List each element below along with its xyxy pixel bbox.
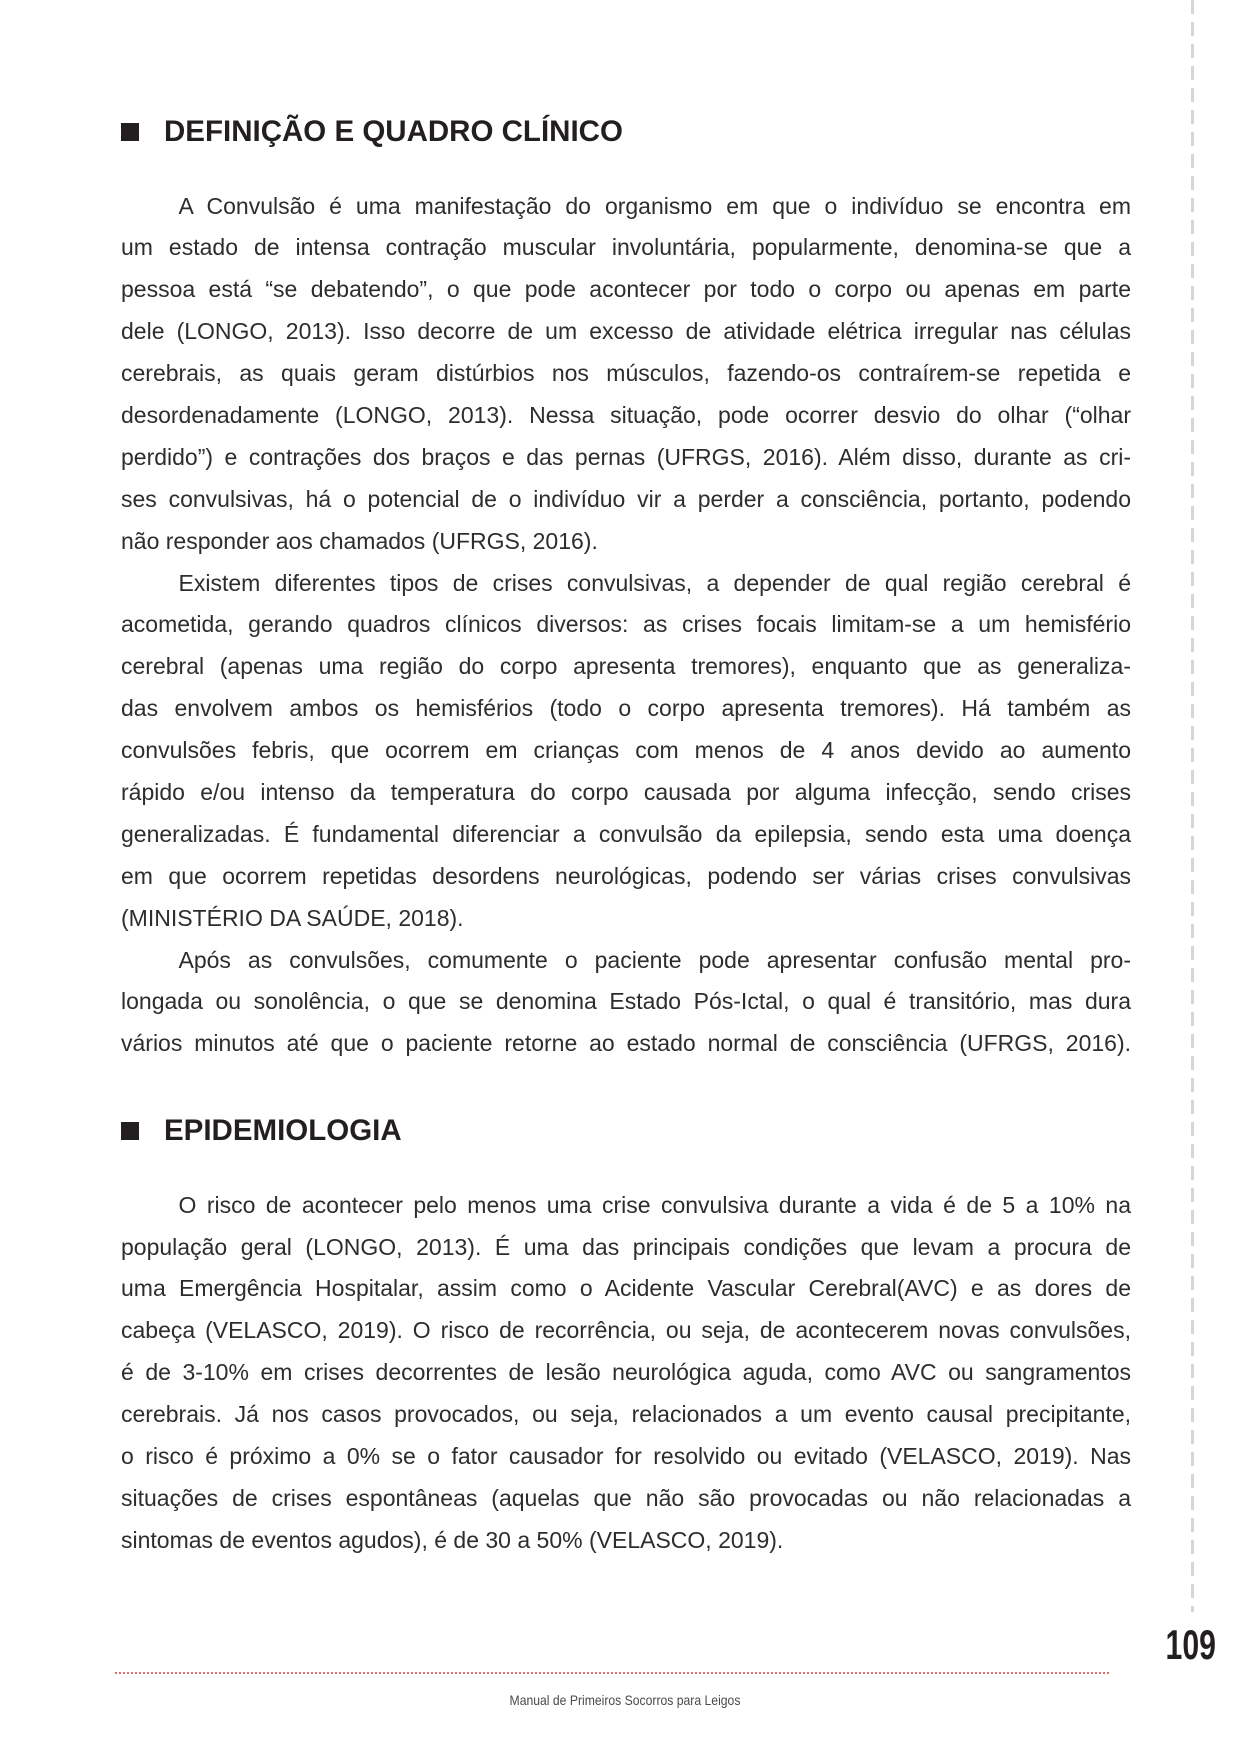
text-line: generalizadas. É fundamental diferenciar a convulsão da epilepsia, sendo esta uma doença xyxy=(121,820,1131,847)
paragraph-pos-ictal xyxy=(121,940,1131,1066)
text-line: sintomas de eventos agudos), é de 30 a 50% (VELASCO, 2019). xyxy=(121,1526,784,1553)
text-line: das envolvem ambos os hemisférios (todo o corpo apresenta tremores). Há também as xyxy=(121,695,1131,722)
section-body xyxy=(121,186,1131,1066)
text-line: perdido”) e contrações dos braços e das pernas (UFRGS, 2016). Além disso, durante as cri- xyxy=(121,443,1131,470)
text-line: convulsões febris, que ocorrem em crianças com menos de 4 anos devido ao aumento xyxy=(121,737,1131,764)
text-line: um estado de intensa contração muscular involuntária, popularmente, denomina-se que a xyxy=(121,234,1131,261)
section-body xyxy=(121,1185,1131,1562)
text-line: situações de crises espontâneas (aquelas que não são provocadas ou não relacionadas a xyxy=(121,1484,1131,1511)
text-line: vários minutos até que o paciente retorne ao estado normal de consciência (UFRGS, 2016). xyxy=(121,1030,1131,1057)
text-line: acometida, gerando quadros clínicos diversos: as crises focais limitam-se a um hemisfério xyxy=(121,611,1131,638)
text-line: em que ocorrem repetidas desordens neurológicas, podendo ser várias crises convulsivas xyxy=(121,862,1131,889)
text-line: cabeça (VELASCO, 2019). O risco de recorrência, ou seja, de acontecerem novas convulsões, xyxy=(121,1317,1131,1344)
section-heading: EPIDEMIOLOGIA xyxy=(164,1114,402,1147)
text-line: ses convulsivas, há o potencial de o indivíduo vir a perder a consciência, portanto, podendo xyxy=(121,485,1131,512)
text-line: Após as convulsões, comumente o paciente pode apresentar confusão mental pro- xyxy=(178,946,1131,973)
section-heading: DEFINIÇÃO E QUADRO CLÍNICO xyxy=(164,115,623,148)
text-line: desordenadamente (LONGO, 2013). Nessa situação, pode ocorrer desvio do olhar (“olhar xyxy=(121,401,1131,428)
text-line: rápido e/ou intenso da temperatura do corpo causada por alguma infecção, sendo crises xyxy=(121,778,1131,805)
text-line: A Convulsão é uma manifestação do organismo em que o indivíduo se encontra em xyxy=(178,192,1131,219)
text-line: O risco de acontecer pelo menos uma crise convulsiva durante a vida é de 5 a 10% na xyxy=(178,1191,1131,1218)
text-line: Existem diferentes tipos de crises convulsivas, a depender de qual região cerebral é xyxy=(178,569,1131,596)
text-line: é de 3-10% em crises decorrentes de lesão neurológica aguda, como AVC ou sangramentos xyxy=(121,1359,1131,1386)
text-line: dele (LONGO, 2013). Isso decorre de um excesso de atividade elétrica irregular nas células xyxy=(121,318,1131,345)
text-line: não responder aos chamados (UFRGS, 2016). xyxy=(121,527,598,554)
paragraph-tipos-de-crises xyxy=(121,563,1131,940)
paragraph-convulsao xyxy=(121,186,1131,563)
footer-dotted-rule xyxy=(115,1672,1109,1674)
text-line: cerebrais. Já nos casos provocados, ou seja, relacionados a um evento causal precipitante, xyxy=(121,1401,1131,1428)
heading-bullet-square xyxy=(121,1122,139,1140)
text-line: longada ou sonolência, o que se denomina Estado Pós-Ictal, o qual é transitório, mas dura xyxy=(121,988,1131,1015)
footer-book-title: Manual de Primeiros Socorros para Leigos xyxy=(509,1692,741,1708)
text-line: o risco é próximo a 0% se o fator causador for resolvido ou evitado (VELASCO, 2019). Nas xyxy=(121,1443,1131,1470)
text-line: cerebrais, as quais geram distúrbios nos músculos, fazendo-os contraírem-se repetida e xyxy=(121,360,1131,387)
side-dashed-rule xyxy=(1191,0,1194,1612)
paragraph-risco xyxy=(121,1185,1131,1562)
text-line: pessoa está “se debatendo”, o que pode acontecer por todo o corpo ou apenas em parte xyxy=(121,276,1131,303)
heading-bullet-square xyxy=(121,123,139,141)
text-line: uma Emergência Hospitalar, assim como o Acidente Vascular Cerebral(AVC) e as dores de xyxy=(121,1275,1131,1302)
page-number: 109 xyxy=(1165,1621,1216,1668)
text-line: população geral (LONGO, 2013). É uma das principais condições que levam a procura de xyxy=(121,1233,1131,1260)
text-line: cerebral (apenas uma região do corpo apresenta tremores), enquanto que as generaliza- xyxy=(121,653,1131,680)
text-line: (MINISTÉRIO DA SAÚDE, 2018). xyxy=(121,904,464,931)
